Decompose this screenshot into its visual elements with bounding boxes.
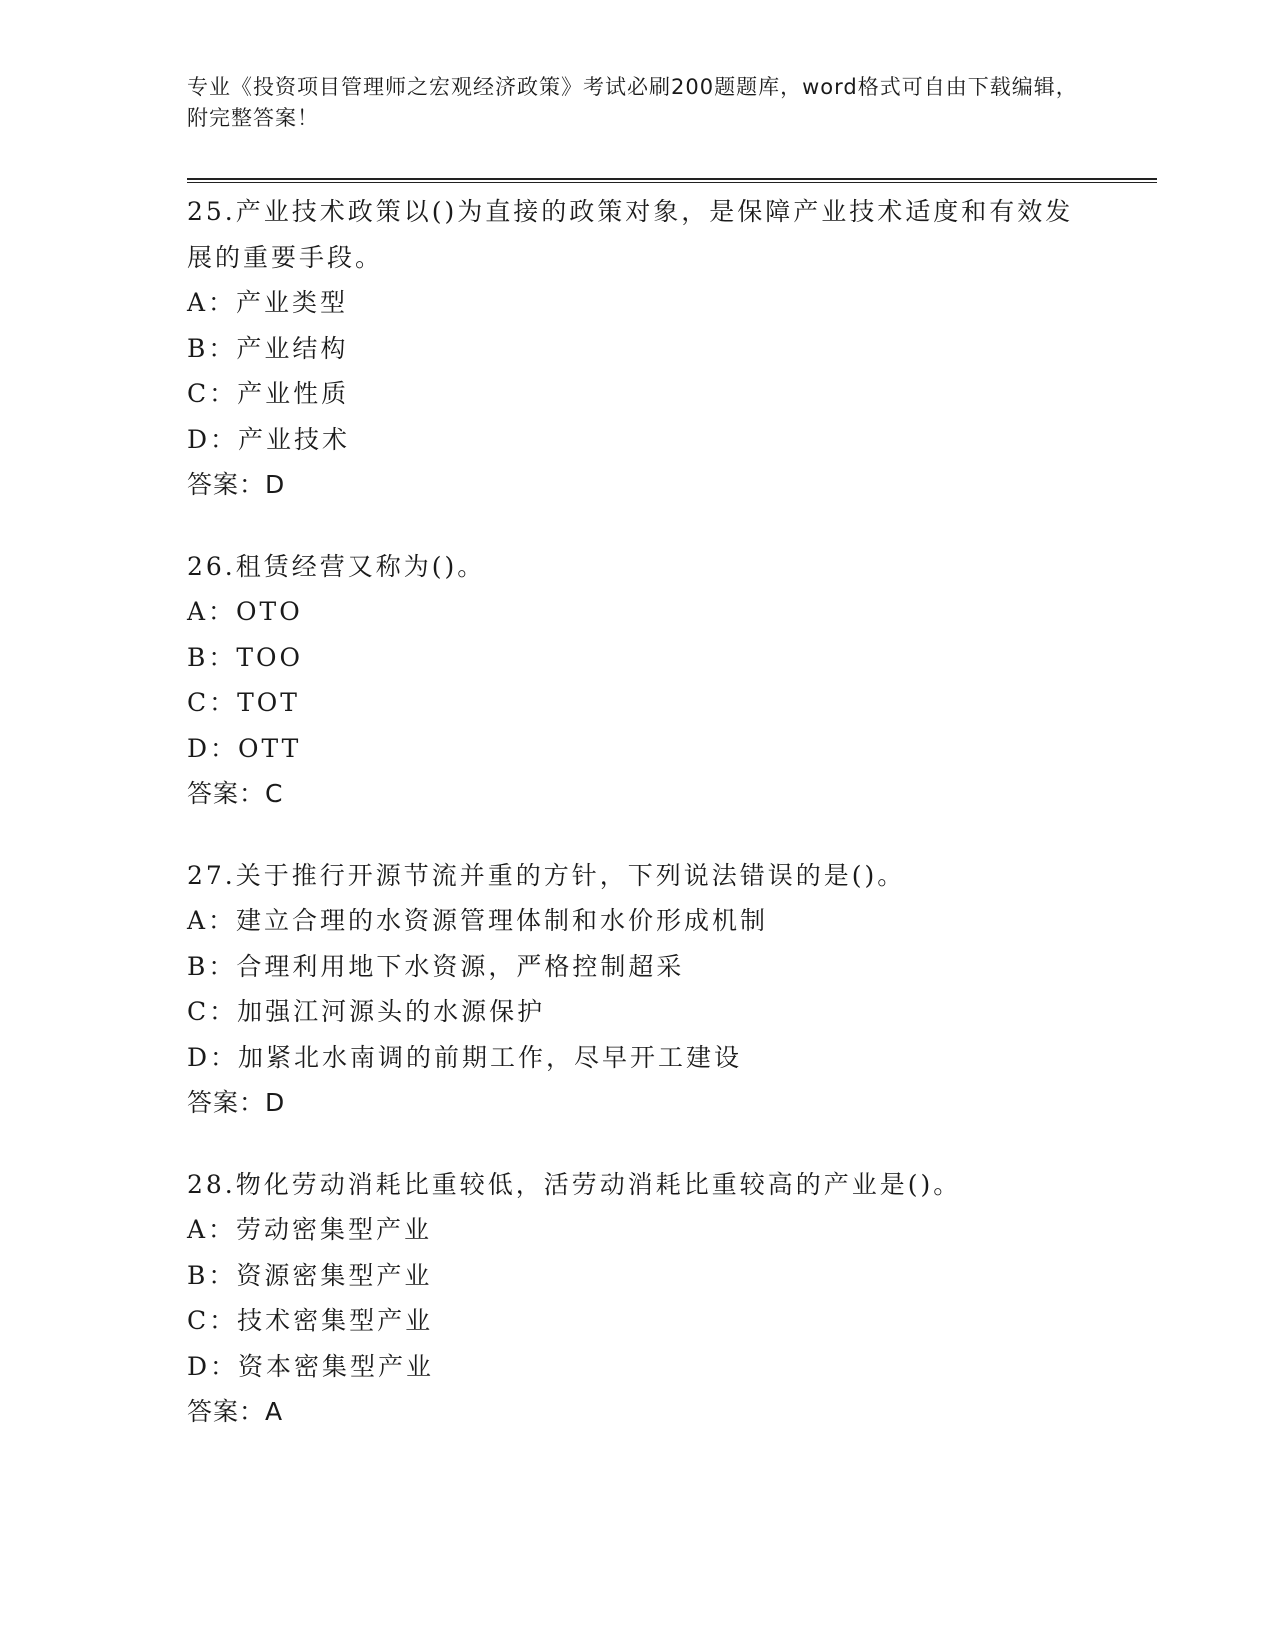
question-text: 28.物化劳动消耗比重较低，活劳动消耗比重较高的产业是()。 (187, 1169, 962, 1199)
option-c: C：技术密集型产业 (187, 1306, 434, 1335)
option-d: D：资本密集型产业 (187, 1351, 435, 1381)
question-text: 25.产业技术政策以()为直接的政策对象，是保障产业技术适度和有效发展的重要手段。 (187, 197, 1074, 272)
answer-line: 答案：C (187, 779, 284, 808)
answer-line: 答案：A (187, 1397, 284, 1426)
option-c: C：加强江河源头的水源保护 (187, 997, 546, 1026)
option-d: D：OTT (187, 733, 302, 763)
question-text: 26.租赁经营又称为()。 (187, 551, 486, 581)
option-a: A：产业类型 (187, 288, 349, 317)
option-b: B：资源密集型产业 (187, 1260, 433, 1290)
option-b: B：TOO (187, 642, 304, 672)
header-divider (187, 178, 1157, 183)
option-d: D：产业技术 (187, 424, 351, 454)
answer-line: 答案：D (187, 1088, 286, 1117)
question-26 (187, 544, 1127, 817)
document-header: 专业《投资项目管理师之宏观经济政策》考试必刷200题题库，word格式可自由下载编辑，附完整答案！ (187, 75, 1078, 130)
option-c: C：产业性质 (187, 379, 350, 408)
question-25 (187, 189, 1127, 508)
answer-line: 答案：D (187, 470, 286, 499)
option-c: C：TOT (187, 688, 300, 717)
option-d: D：加紧北水南调的前期工作，尽早开工建设 (187, 1042, 743, 1072)
option-a: A：建立合理的水资源管理体制和水价形成机制 (187, 906, 769, 935)
question-text: 27.关于推行开源节流并重的方针，下列说法错误的是()。 (187, 860, 906, 890)
option-b: B：合理利用地下水资源，严格控制超采 (187, 951, 685, 981)
question-27 (187, 853, 1127, 1126)
question-28 (187, 1162, 1127, 1435)
option-b: B：产业结构 (187, 333, 349, 363)
option-a: A：劳动密集型产业 (187, 1215, 433, 1244)
question-list (187, 189, 1127, 1471)
option-a: A：OTO (187, 597, 303, 626)
